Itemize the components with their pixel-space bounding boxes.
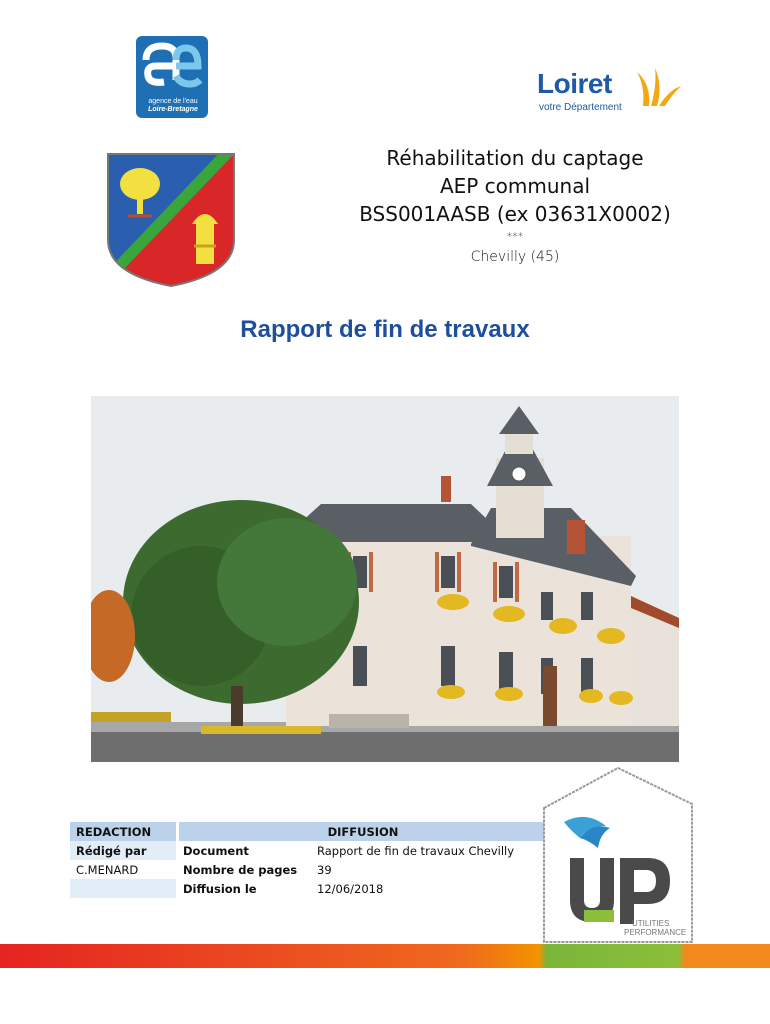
title-line-2: AEP communal: [439, 174, 591, 198]
title-separator: ***: [506, 230, 524, 243]
info-table: [70, 822, 547, 898]
loiret-name: Loiret: [537, 68, 612, 99]
footer-color-bar: [0, 944, 770, 968]
town-hall-photo: [91, 396, 679, 762]
row-value: 39: [317, 862, 332, 877]
row-value: Rapport de fin de travaux Chevilly: [317, 843, 515, 858]
title-line-3: BSS001AASB (ex 03631X0002): [359, 202, 671, 226]
coat-of-arms-icon: [104, 150, 238, 290]
up-utilities-logo: [540, 764, 696, 946]
diffusion-header: DIFFUSION: [179, 822, 547, 841]
loiret-tagline: votre Département: [539, 102, 622, 113]
up-line2: PERFORMANCE: [624, 928, 687, 937]
title-block: [330, 144, 700, 268]
row-value: 12/06/2018: [317, 881, 384, 896]
row-label: Nombre de pages: [183, 862, 298, 877]
report-title: Rapport de fin de travaux: [240, 316, 530, 343]
location-label: Chevilly (45): [470, 249, 560, 265]
title-line-1: Réhabilitation du captage: [386, 146, 644, 170]
agence-eau-logo: [136, 36, 208, 118]
redaction-header: REDACTION: [70, 822, 176, 841]
loiret-logo: [535, 66, 685, 118]
agence-line1: agence de l'eau: [148, 98, 198, 105]
up-line1: UTILITIES: [632, 919, 670, 928]
agence-line2: Loire-Bretagne: [148, 106, 198, 113]
loiret-flame-icon: [631, 66, 683, 110]
redige-label: Rédigé par: [70, 841, 176, 860]
row-label: Diffusion le: [183, 881, 257, 896]
row-label: Document: [183, 843, 249, 858]
redige-value: C.MENARD: [76, 862, 139, 877]
